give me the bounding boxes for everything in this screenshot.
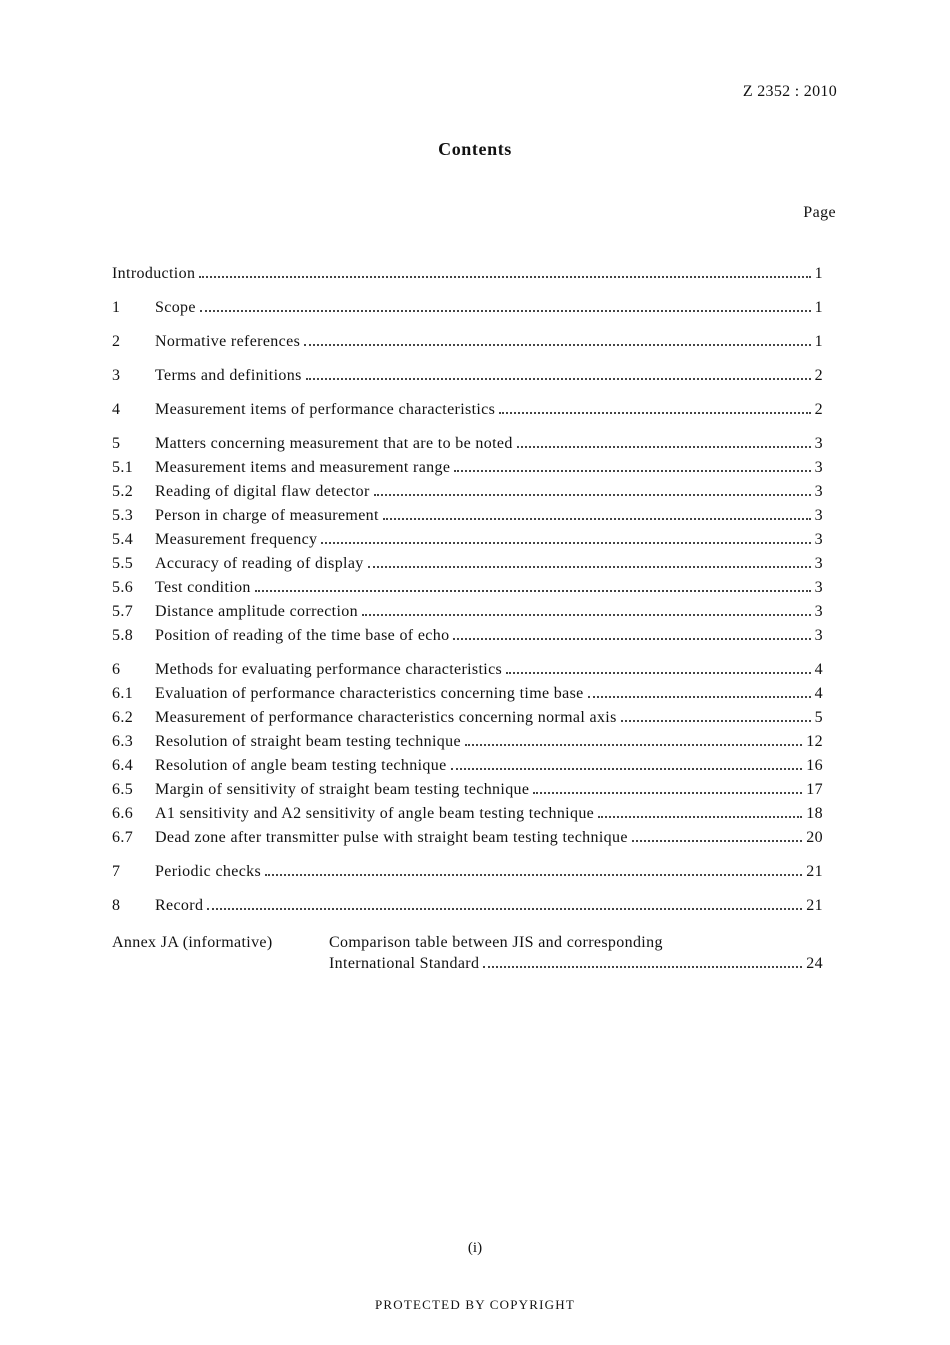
page-folio: (i): [467, 1240, 483, 1256]
toc-entry-number: 5.3: [112, 507, 134, 524]
toc-entry-number: 1: [112, 299, 121, 316]
dot-leader: [304, 344, 811, 346]
toc-entry-page: 4: [814, 661, 823, 678]
toc-entry-title: Margin of sensitivity of straight beam testing technique: [155, 781, 530, 798]
toc-entry-page: 3: [814, 555, 823, 572]
toc-entry-title: Position of reading of the time base of echo: [155, 627, 450, 644]
toc-entry[interactable]: [112, 897, 823, 921]
toc-entry-number: 7: [112, 863, 121, 880]
toc-entry-page: 12: [806, 733, 823, 750]
toc-entry-page: 1: [814, 333, 823, 350]
toc-entry-page: 5: [814, 709, 823, 726]
annex-label: Annex JA (informative): [112, 934, 273, 951]
dot-leader: [517, 446, 811, 448]
toc-entry[interactable]: [112, 459, 823, 483]
toc-entry-number: 5.1: [112, 459, 134, 476]
toc-entry-title: Reading of digital flaw detector: [155, 483, 370, 500]
annex-title-line2: International Standard: [329, 955, 480, 972]
standard-number: Z 2352 : 2010: [742, 83, 837, 100]
toc-entry-page: 16: [806, 757, 823, 774]
page-column-heading: Page: [803, 204, 836, 221]
dot-leader: [265, 874, 802, 876]
copyright-notice: PROTECTED BY COPYRIGHT: [375, 1297, 575, 1312]
toc-entry-page: 3: [814, 603, 823, 620]
page-title: Contents: [438, 139, 512, 159]
toc-entry-page: 4: [814, 685, 823, 702]
toc-entry-page: 3: [814, 531, 823, 548]
toc-entry-number: 6.4: [112, 757, 134, 774]
annex-page: 24: [806, 955, 823, 972]
dot-leader: [199, 276, 810, 278]
toc-entry[interactable]: [112, 863, 823, 887]
toc-entry-title: Distance amplitude correction: [155, 603, 358, 620]
dot-leader: [374, 494, 811, 496]
toc-entry-number: 3: [112, 367, 121, 384]
toc-entry-page: 1: [814, 265, 823, 282]
dot-leader: [632, 840, 803, 842]
toc-entry[interactable]: [112, 333, 823, 357]
toc-entry-page: 3: [814, 435, 823, 452]
toc-entry-number: 6.6: [112, 805, 134, 822]
toc-entry-number: 6.1: [112, 685, 134, 702]
dot-leader: [383, 518, 811, 520]
toc-entry[interactable]: [112, 435, 823, 459]
toc-entry[interactable]: [112, 555, 823, 579]
toc-entry-title: Methods for evaluating performance characteristics: [155, 661, 503, 678]
toc-entry[interactable]: [112, 299, 823, 323]
toc-entry-page: 3: [814, 483, 823, 500]
dot-leader: [321, 542, 810, 544]
dot-leader: [207, 908, 802, 910]
dot-leader: [588, 696, 811, 698]
toc-entry-page: 3: [814, 627, 823, 644]
toc-entry-page: 3: [814, 579, 823, 596]
toc-annex-entry[interactable]: [112, 931, 823, 979]
dot-leader: [506, 672, 811, 674]
toc-entry-number: 6.2: [112, 709, 134, 726]
toc-entry[interactable]: [112, 709, 823, 733]
toc-entry[interactable]: [112, 829, 823, 853]
toc-entry-number: 5.8: [112, 627, 134, 644]
toc-entry-title: Dead zone after transmitter pulse with straight beam testing technique: [155, 829, 628, 846]
toc-entry-title: Accuracy of reading of display: [155, 555, 364, 572]
toc-entry-page: 17: [806, 781, 823, 798]
toc-entry-page: 18: [806, 805, 823, 822]
annex-title-line2-row: [329, 955, 823, 979]
dot-leader: [451, 768, 803, 770]
toc-entry[interactable]: [112, 603, 823, 627]
dot-leader: [306, 378, 811, 380]
toc-entry-title: Measurement items and measurement range: [155, 459, 451, 476]
dot-leader: [621, 720, 811, 722]
toc-entry-page: 2: [814, 367, 823, 384]
toc-entry-title: Resolution of straight beam testing technique: [155, 733, 461, 750]
toc-entry[interactable]: [112, 531, 823, 555]
annex-body: [329, 931, 823, 979]
toc-entry-number: 8: [112, 897, 121, 914]
toc-entry[interactable]: [112, 781, 823, 805]
toc-entry[interactable]: [112, 579, 823, 603]
toc-entry-page: 20: [806, 829, 823, 846]
toc-entry-title: Record: [155, 897, 204, 914]
toc-entry[interactable]: [112, 265, 823, 289]
dot-leader: [454, 470, 810, 472]
dot-leader: [465, 744, 802, 746]
toc-entry-page: 3: [814, 507, 823, 524]
toc-entry-number: 2: [112, 333, 121, 350]
dot-leader: [200, 310, 811, 312]
dot-leader: [453, 638, 810, 640]
toc-entry[interactable]: [112, 507, 823, 531]
toc-entry[interactable]: [112, 757, 823, 781]
toc-entry-number: 6.7: [112, 829, 134, 846]
toc-entry-number: 5.4: [112, 531, 134, 548]
toc-entry-number: 6.3: [112, 733, 134, 750]
toc-entry-title: Normative references: [155, 333, 301, 350]
toc-entry-page: 21: [806, 863, 823, 880]
toc-entry[interactable]: [112, 685, 823, 709]
toc-entry-number: 5.2: [112, 483, 134, 500]
dot-leader: [362, 614, 811, 616]
toc-entry-title: Introduction: [112, 265, 196, 282]
toc-entry-number: 6: [112, 661, 121, 678]
toc-entry-title: Periodic checks: [155, 863, 262, 880]
toc-entry[interactable]: [112, 733, 823, 757]
toc-entry-number: 5: [112, 435, 121, 452]
toc-entry-number: 5.5: [112, 555, 134, 572]
toc-entry-number: 5.6: [112, 579, 134, 596]
dot-leader: [368, 566, 811, 568]
toc-entry-title: Measurement items of performance characteristics: [155, 401, 496, 418]
toc-entry-title: Evaluation of performance characteristics concerning time base: [155, 685, 584, 702]
toc-entry-title: Measurement of performance characteristics concerning normal axis: [155, 709, 617, 726]
toc-entry-title: Resolution of angle beam testing technique: [155, 757, 447, 774]
toc-entry-number: 6.5: [112, 781, 134, 798]
toc-entry-page: 2: [814, 401, 823, 418]
toc-entry-title: Measurement frequency: [155, 531, 318, 548]
toc-entry[interactable]: [112, 401, 823, 425]
dot-leader: [255, 590, 811, 592]
toc-entry[interactable]: [112, 367, 823, 391]
dot-leader: [483, 966, 802, 968]
dot-leader: [499, 412, 810, 414]
dot-leader: [598, 816, 802, 818]
toc-entry-number: 4: [112, 401, 121, 418]
toc-entry[interactable]: [112, 483, 823, 507]
toc-entry[interactable]: [112, 805, 823, 829]
toc-entry-title: A1 sensitivity and A2 sensitivity of angle beam testing technique: [155, 805, 595, 822]
annex-title-line1: Comparison table between JIS and corresponding: [329, 934, 663, 951]
table-of-contents: [112, 265, 823, 979]
dot-leader: [533, 792, 802, 794]
toc-entry-page: 21: [806, 897, 823, 914]
toc-entry-page: 3: [814, 459, 823, 476]
toc-entry-title: Test condition: [155, 579, 251, 596]
toc-entry-title: Terms and definitions: [155, 367, 302, 384]
toc-entry-number: 5.7: [112, 603, 134, 620]
toc-entry[interactable]: [112, 661, 823, 685]
toc-entry-title: Matters concerning measurement that are to be noted: [155, 435, 513, 452]
toc-entry-page: 1: [814, 299, 823, 316]
toc-entry-title: Scope: [155, 299, 196, 316]
toc-entry-title: Person in charge of measurement: [155, 507, 379, 524]
toc-entry[interactable]: [112, 627, 823, 651]
